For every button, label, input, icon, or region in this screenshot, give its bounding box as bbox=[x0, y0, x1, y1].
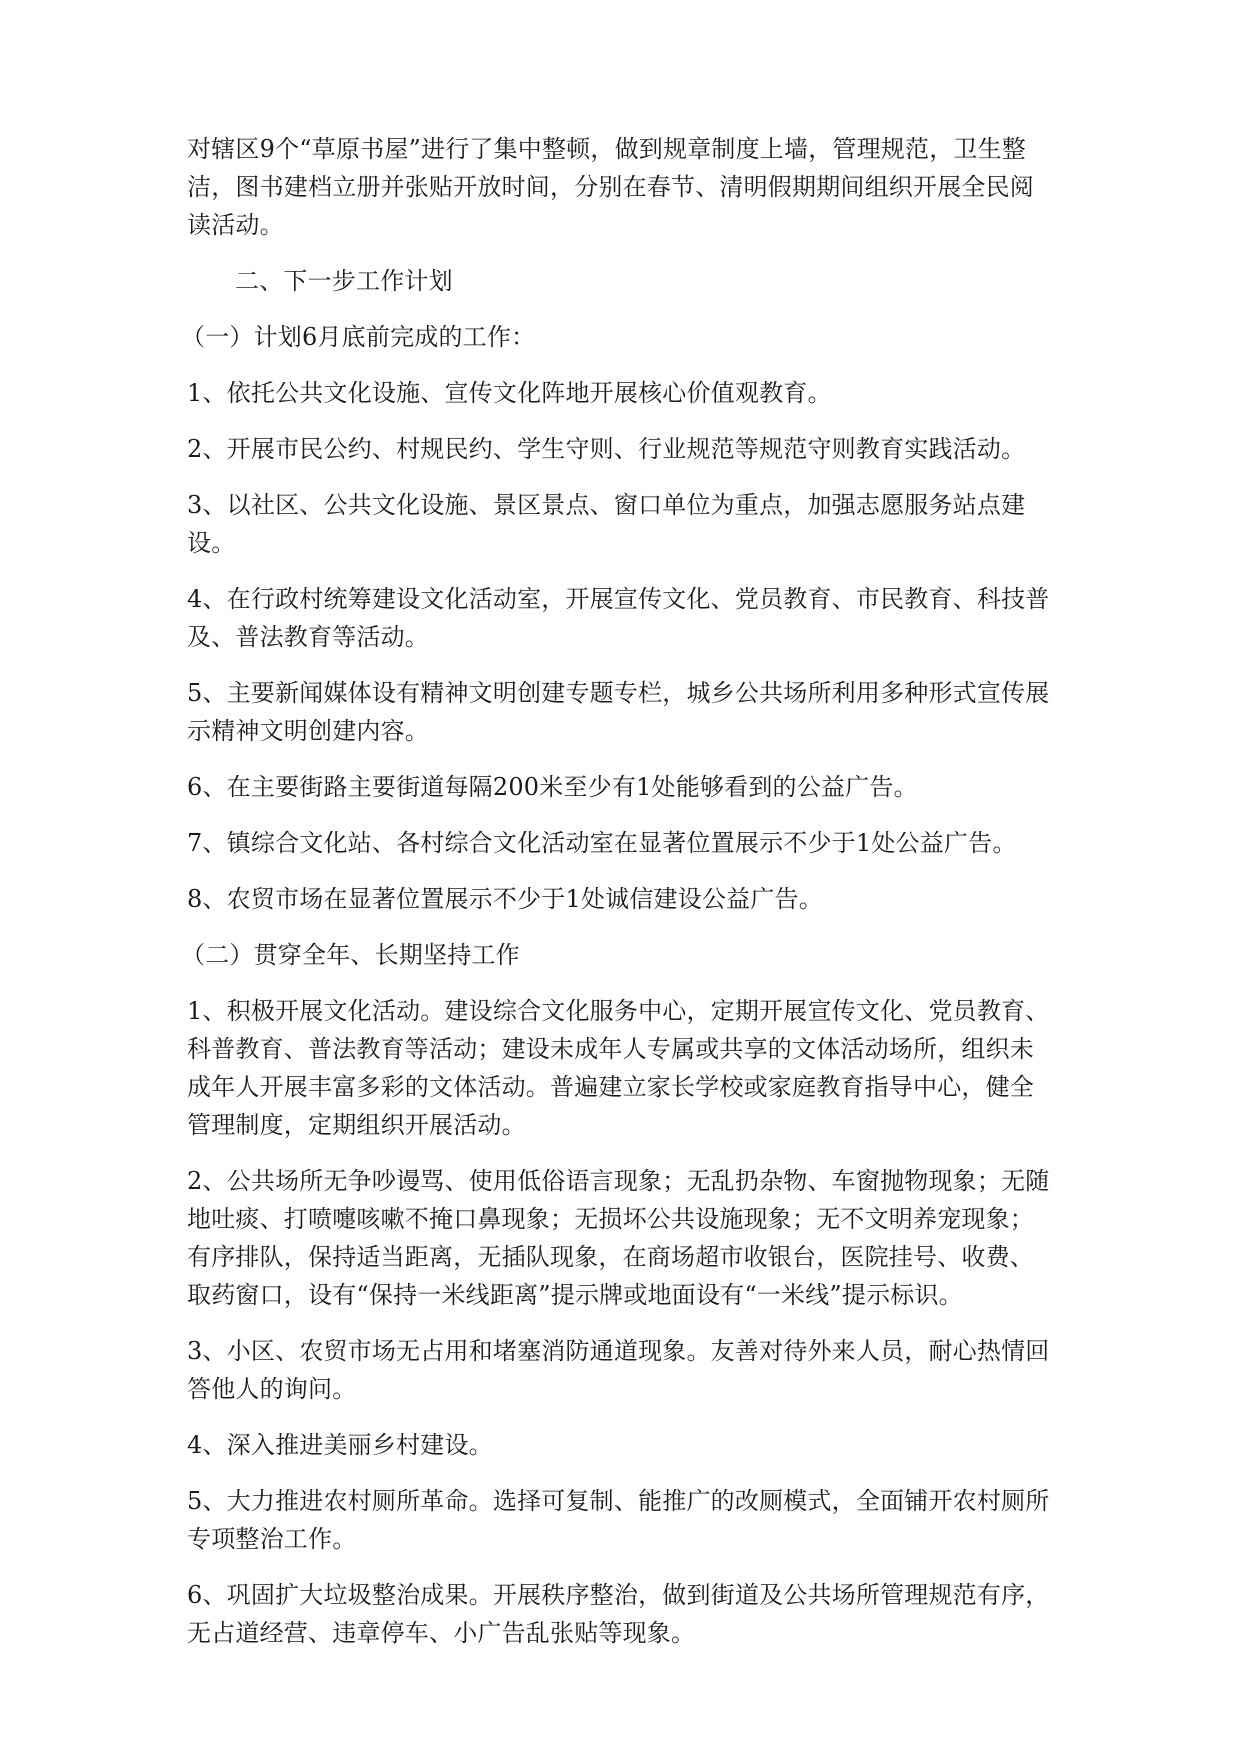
list-item: 2、开展市民公约、村规民约、学生守则、行业规范等规范守则教育实践活动。 bbox=[187, 435, 1026, 463]
list-item: 4、深入推进美丽乡村建设。 bbox=[187, 1431, 493, 1459]
list-item: 6、巩固扩大垃圾整治成果。开展秩序整治，做到街道及公共场所管理规范有序，无占道经营、违章停车、小广告乱张贴等现象。 bbox=[187, 1581, 1050, 1647]
list-item: 8、农贸市场在显著位置展示不少于1处诚信建设公益广告。 bbox=[187, 885, 823, 913]
list-item: 5、主要新闻媒体设有精神文明创建专题专栏，城乡公共场所利用多种形式宣传展示精神文明创建内容。 bbox=[187, 679, 1050, 745]
list-item: 4、在行政村统筹建设文化活动室，开展宣传文化、党员教育、市民教育、科技普及、普法教育等活动。 bbox=[187, 585, 1050, 651]
list-item: 7、镇综合文化站、各村综合文化活动室在显著位置展示不少于1处公益广告。 bbox=[187, 829, 1017, 857]
list-item: 3、小区、农贸市场无占用和堵塞消防通道现象。友善对待外来人员，耐心热情回答他人的询问。 bbox=[187, 1337, 1050, 1403]
list-item: 3、以社区、公共文化设施、景区景点、窗口单位为重点，加强志愿服务站点建设。 bbox=[187, 491, 1026, 557]
section-heading: 二、下一步工作计划 bbox=[235, 267, 453, 295]
list-item: 2、公共场所无争吵谩骂、使用低俗语言现象；无乱扔杂物、车窗抛物现象；无随地吐痰、打喷嚏咳嗽不掩口鼻现象；无损坏公共设施现象；无不文明养宠现象；有序排队，保持适当距离，无插队现象，在商场超市收银台，医院挂号、收费、取药窗口，设有“保持一米线距离”提示牌或地面设有“一米线”提示标识。 bbox=[187, 1167, 1050, 1309]
body-paragraph: 对辖区9个“草原书屋”进行了集中整顿，做到规章制度上墙，管理规范，卫生整洁，图书建档立册并张贴开放时间，分别在春节、清明假期期间组织开展全民阅读活动。 bbox=[187, 135, 1034, 239]
list-item: 5、大力推进农村厕所革命。选择可复制、能推广的改厕模式，全面铺开农村厕所专项整治工作。 bbox=[187, 1487, 1050, 1553]
list-item: 1、积极开展文化活动。建设综合文化服务中心，定期开展宣传文化、党员教育、科普教育、普法教育等活动；建设未成年人专属或共享的文体活动场所，组织未成年人开展丰富多彩的文体活动。普遍建立家长学校或家庭教育指导中心，健全管理制度，定期组织开展活动。 bbox=[187, 997, 1050, 1139]
list-item: 6、在主要街路主要街道每隔200米至少有1处能够看到的公益广告。 bbox=[187, 773, 918, 801]
sub-heading: （一）计划6月底前完成的工作： bbox=[181, 323, 536, 351]
sub-heading: （二）贯穿全年、长期坚持工作 bbox=[181, 941, 520, 969]
list-item: 1、依托公共文化设施、宣传文化阵地开展核心价值观教育。 bbox=[187, 379, 832, 407]
document-body bbox=[181, 130, 1057, 1670]
